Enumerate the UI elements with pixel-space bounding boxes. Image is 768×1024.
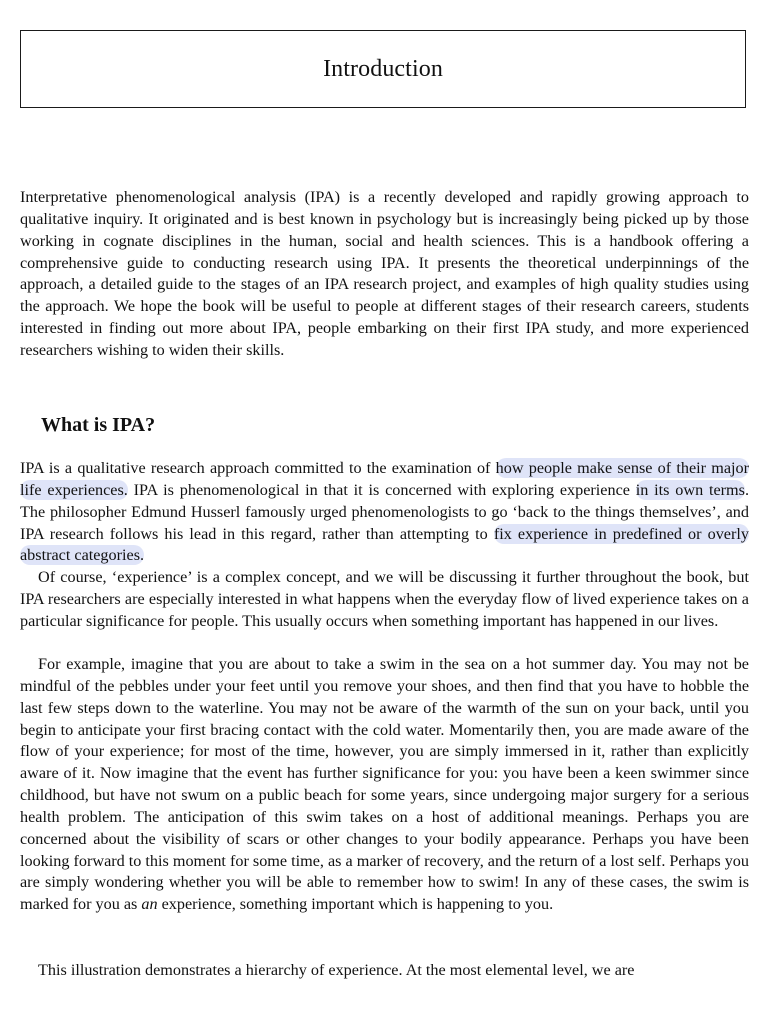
highlight-1[interactable]: how people make sense of their major life experiences. <box>20 459 749 499</box>
paragraph-3-text-2: experience, something important which is happening to you. <box>157 895 554 914</box>
paragraph-3 <box>20 654 749 916</box>
paragraph-1-text-3: . The philosopher Edmund Husserl famously urged phenomenologists to go ‘back to the things themselves’, and IPA research follows his lead in this regard, rather than attempting to <box>20 480 749 543</box>
intro-paragraph: Interpretative phenomenological analysis (IPA) is a recently developed and rapidly growing approach to qualitative inquiry. It originated and is best known in psychology but is increasingly being picked up by those working in cognate disciplines in the human, social and health sciences. This is a handbook offering a comprehensive guide to conducting research using IPA. It presents the theoretical underpinnings of the approach, a detailed guide to the stages of an IPA research project, and examples of high quality studies using the approach. We hope the book will be useful to people at different stages of their research careers, students interested in finding out more about IPA, people embarking on their first IPA study, and more experienced researchers wishing to widen their skills. <box>20 188 749 359</box>
section-heading: What is IPA? <box>41 414 156 436</box>
paragraph-2: Of course, ‘experience’ is a complex concept, and we will be discussing it further throughout the book, but IPA researchers are especially interested in what happens when the everyday flow of lived experience takes on a particular significance for people. This usually occurs when something important has happened in our lives. <box>20 568 749 630</box>
highlight-2[interactable]: in its own terms <box>635 480 745 499</box>
paragraph-1-text-2: IPA is phenomenological in that it is concerned with exploring experience <box>127 480 636 499</box>
chapter-title: Introduction <box>323 55 443 82</box>
paragraph-1-text-1: IPA is a qualitative research approach committed to the examination of <box>20 459 496 477</box>
paragraph-4: This illustration demonstrates a hierarchy of experience. At the most elemental level, we are <box>38 961 635 979</box>
paragraph-1 <box>20 458 749 567</box>
chapter-title-box <box>20 30 746 108</box>
highlight-3[interactable]: fix experience in predefined or overly abstract categories. <box>20 524 749 565</box>
paragraph-3-text-1: For example, imagine that you are about to take a swim in the sea on a hot summer day. You may not be mindful of the pebbles under your feet until you remove your shoes, and then find that you have to hobble the last few steps down to the waterline. You may not be aware of the warmth of the sun on your back, until you begin to anticipate your first bracing contact with the cold water. Momentarily then, you are made aware of the flow of your experience; for most of the time, however, you are simply immersed in it, rather than explicitly aware of it. Now imagine that the event has further significance for you: you have been a keen swimmer since childhood, but have not swum on a public beach for some years, since undergoing major surgery for a serious health problem. The anticipation of this swim takes on a host of additional meanings. Perhaps you are concerned about the visibility of scars or other changes to your bodily appearance. Perhaps you have been looking forward to this moment for some time, as a marker of recovery, and the return of a lost self. Perhaps you are simply wondering whether you will be able to remember how to swim! In any of these cases, the swim is marked for you as <box>20 655 749 914</box>
paragraph-3-emphasis: an <box>141 895 158 914</box>
